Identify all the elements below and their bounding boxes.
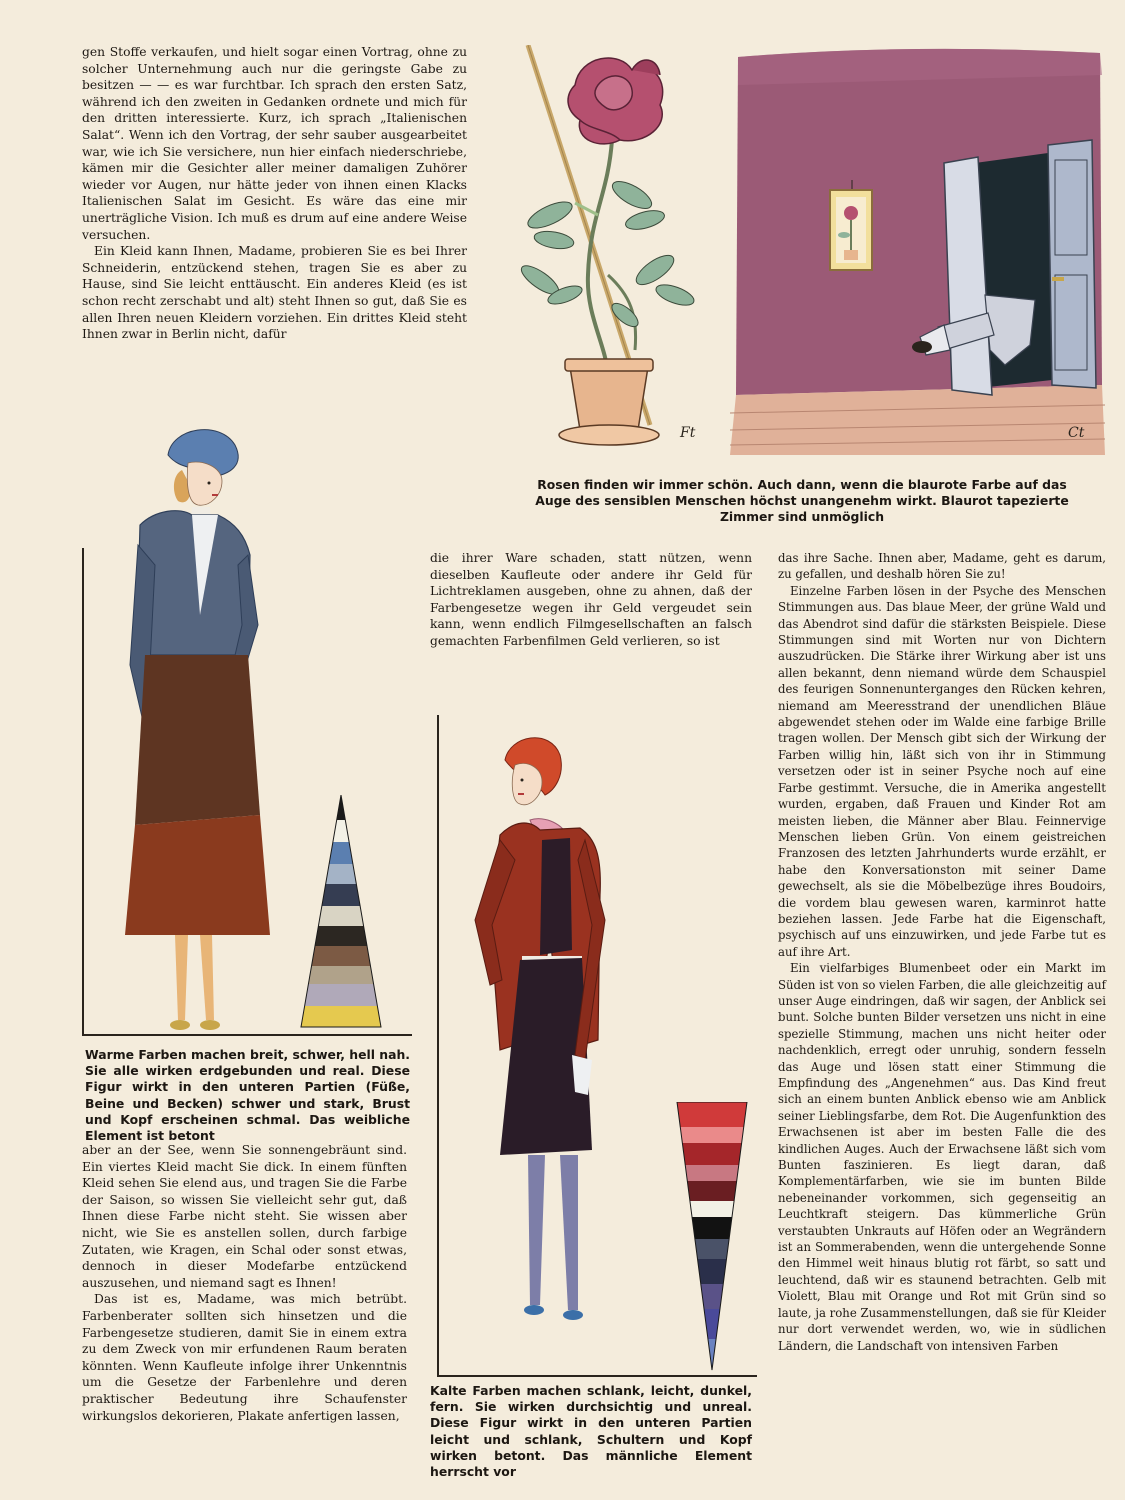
article-column-1-top [82, 44, 467, 343]
paragraph: gen Stoffe verkaufen, und hielt sogar einen Vortrag, ohne zu solcher Unternehmung auch nur die geringste Gabe zu besitzen — — es war furchtbar. Ich sprach den ersten Satz, während ich den zweiten in Gedanken ordnete und mich für den dritten interessierte. Kurz, ich sprach „Italienischen Salat“. Wenn ich den Vortrag, der sehr sauber ausgearbeitet war, wie ich Sie versichere, nun hier einfach niederschriebe, kämen mir die Gesichter aller meiner damaligen Zuhörer wieder vor Augen, nur hätte jeder von ihnen einen Klacks Italienischen Salat im Gesicht. Es wäre das eine mir unerträgliche Vision. Ich muß es drum auf eine andere Weise versuchen. [82, 45, 467, 242]
warm-color-scale [296, 795, 386, 1035]
cold-color-scale [672, 1102, 752, 1372]
paragraph: Ein Kleid kann Ihnen, Madame, probieren Sie es bei Ihrer Schneiderin, entzückend stehen, tragen Sie es aber zu Hause, sind Sie leicht enttäuscht. Ein anderes Kleid (es ist schon recht zerschabt und alt) steht Ihnen so gut, daß Sie es allen Ihren neuen Kleidern vorziehen. Ein drittes Kleid steht Ihnen zwar in Berlin nicht, dafür [82, 244, 467, 342]
article-column-3 [778, 550, 1106, 1354]
artist-signature-rose: Ft [680, 425, 696, 441]
figure-frame-bottom [437, 1375, 757, 1377]
paragraph: Das ist es, Madame, was mich betrübt. Farbenberater sollten sich hinsetzen und die Farbengesetze studieren, damit Sie in einem extra zu dem Zweck von mir erfundenen Raum beraten könnten. Wenn Kaufleute infolge ihrer Unkenntnis um die Gesetze der Farbenlehre und deren praktischer Bedeutung ihre Schaufenster wirkungslos dekorieren, Plakate anfertigen lassen, [82, 1292, 407, 1423]
paragraph: die ihrer Ware schaden, statt nützen, wenn dieselben Kaufleute oder andere ihr Geld für Lichtreklamen ausgeben, ohne zu ahnen, daß der Farbengesetze wegen ihr Geld vergeudet sein kann, wenn endlich Filmgesellschaften an falsch gemachten Farbenfilmen Geld verlieren, so ist [430, 551, 752, 648]
rose-illustration [520, 45, 710, 455]
paragraph: aber an der See, wenn Sie sonnengebräunt sind. Ein viertes Kleid macht Sie dick. In einem fünften Kleid sehen Sie elend aus, und tragen Sie die Farbe der Saison, so wissen Sie vielleicht sehr gut, daß Ihnen diese Farbe nicht steht. Sie wissen aber nicht, wie Sie es anstellen sollen, durch farbige Zutaten, wie Kragen, ein Schal oder sonst etwas, dennoch in dieser Modefarbe entzückend auszusehen, und niemand sagt es Ihnen! [82, 1143, 407, 1290]
article-column-2 [430, 550, 752, 650]
paragraph: das ihre Sache. Ihnen aber, Madame, geht es darum, zu gefallen, und deshalb hören Sie zu! [778, 551, 1106, 582]
caption-cold-colors: Kalte Farben machen schlank, leicht, dunkel, fern. Sie wirken durchsichtig und unreal. Diese Figur wirkt in den unteren Partien leicht und schlank, Schultern und Kopf wirken betont. Das männliche Element herrscht vor [430, 1383, 752, 1480]
caption-rose: Rosen finden wir immer schön. Auch dann, wenn die blaurote Farbe auf das Auge des sensiblen Menschen höchst unangenehm wirkt. Blaurot tapezierte Zimmer sind unmöglich [535, 477, 1069, 525]
caption-warm-colors: Warme Farben machen breit, schwer, hell nah. Sie alle wirken erdgebunden und real. Diese Figur wirkt in den unteren Partien (Füße, Beine und Becken) schwer und stark, Brust und Kopf erscheinen schmal. Das weibliche Element ist betont [85, 1047, 410, 1144]
figure-frame-left [437, 715, 439, 1377]
paragraph: Ein vielfarbiges Blumenbeet oder ein Markt im Süden ist von so vielen Farben, die alle gleichzeitig auf unser Auge eindringen, daß wir sagen, der Anblick sei bunt. Solche bunten Bilder versetzen uns nicht in eine spezielle Stimmung, machen uns nicht heiter oder nachdenklich, erregt oder unruhig, sondern fesseln das Auge und lösen statt einer Stimmung die Empfindung des „Angenehmen“ aus. Das Kind freut sich an einem bunten Anblick ebenso wie am Anblick seiner Lieblingsfarbe, dem Rot. Die Augenfunktion des Erwachsenen ist aber im besten Falle die des kindlichen Auges. Auch der Erwachsene läßt sich vom Bunten faszinieren. Es liegt daran, daß Komplementärfarben, wie sie im bunten Bilde nebeneinander vorkommen, sich gegenseitig an Leuchtkraft steigern. Das kümmerliche Grün verstaubten Unkrauts auf Höfen oder an Wegrändern ist an Sommerabenden, wenn die untergehende Sonne den Himmel weit hinaus blutig rot färbt, so satt und leuchtend, daß wir es staunend betrachten. Gelb mit Violett, Blau mit Orange und Rot mit Grün sind so laute, ja rohe Zusammenstellungen, daß sie für Kleider nur dort verwendet werden, wo, wie in südlichen Ländern, die Landschaft von intensiven Farben [778, 961, 1106, 1353]
paragraph: Einzelne Farben lösen in der Psyche des Menschen Stimmungen aus. Das blaue Meer, der grüne Wald und das Abendrot sind dafür die stärksten Beispiele. Diese Stimmungen sind mit Worten nur von Dichtern auszudrücken. Die Stärke ihrer Wirkung aber ist uns allen bekannt, denn niemand würde dem Schauspiel des feurigen Sonnenunterganges den Rücken kehren, niemand am Meeresstrand der unendlichen Bläue abgewendet stehen oder im Walde eine farbige Brille tragen wollen. Der Mensch gibt sich der Wirkung der Farben willig hin, läßt sich von ihr in Stimmung versetzen oder ist in seiner Psyche noch auf eine Farbe gestimmt. Versuche, die in Amerika angestellt wurden, ergaben, daß Frauen und Kinder Rot am meisten lieben, die Männer aber Blau. Feinnervige Menschen lieben Grün. Von einem geistreichen Franzosen des letzten Jahrhunderts wurde erzählt, er habe den Konversationston mit seiner Dame gewechselt, als sie die Möbelbezüge ihres Boudoirs, die vordem blau gewesen waren, karminrot hatte beziehen lassen. Jede Farbe hat die Eigenschaft, psychisch auf uns einzuwirken, und jede Farbe tut es auf ihre Art. [778, 583, 1106, 959]
room-illustration [730, 45, 1105, 455]
figure-frame-left [82, 548, 84, 1036]
artist-signature-room: Ct [1068, 425, 1085, 441]
article-column-1-bottom [82, 1142, 407, 1424]
cold-colors-figure [460, 720, 620, 1360]
